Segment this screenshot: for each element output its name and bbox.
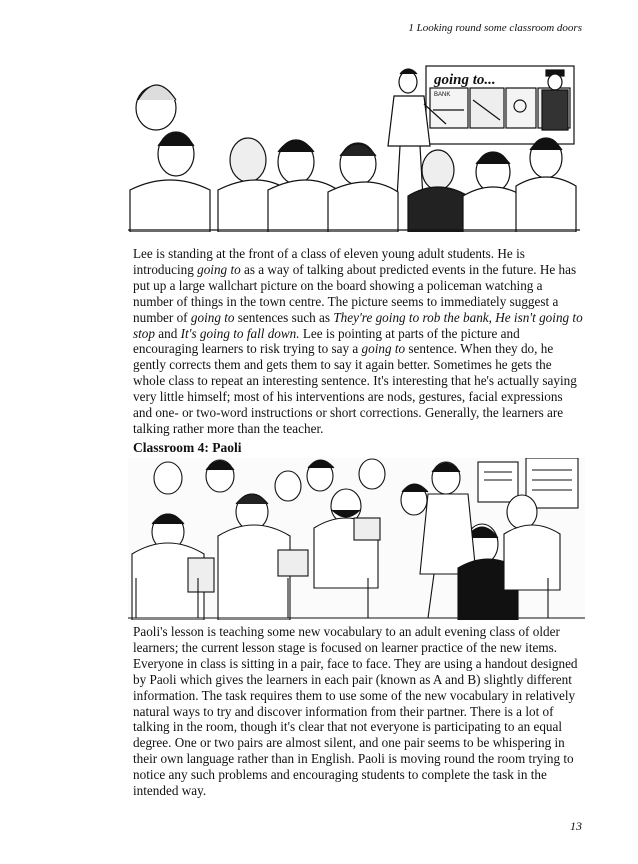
classroom-3-paragraph: Lee is standing at the front of a class of eleven young adult students. He is introducing going to as a way of talking about predicted events in the future. He has put up a large wallchart picture on the board showing a policeman watching a number of things in the town centre. The picture seems to immediately suggest a number of going to sentences such as They're going to rob the bank, He isn't going to stop and It's going to fall down. Lee is pointing at parts of the picture and encouraging learners to risk trying to say a going to sentence. When they do, he gently corrects them and gets them to say it again better. Sometimes he gets the whole class to repeat an interesting sentence. It's interesting that he's actually saying very little himself; most of his interventions are nods, gestures, facial expressions and one- or two-word instructions or short corrections. Generally, the learners are talking rather more than the teacher. <box>133 246 583 436</box>
page-number: 13 <box>570 819 582 833</box>
classroom-3-illustration <box>128 60 580 232</box>
classroom-4-illustration <box>128 458 585 620</box>
running-header: 1 Looking round some classroom doors <box>408 22 582 34</box>
wallchart-bank-sign: BANK <box>434 92 451 98</box>
wallchart-title: going to... <box>434 72 496 88</box>
section-title-classroom-4: Classroom 4: Paoli <box>133 440 242 455</box>
classroom-4-paragraph: Paoli's lesson is teaching some new vocabulary to an adult evening class of older learners; the current lesson stage is focused on learner practice of the new items. Everyone in class is sitting in a pair, face to face. They are using a handout designed by Paoli which gives the learners in each pair (known as A and B) slightly different information. The task requires them to use some of the new vocabulary in relatively natural ways to try and discover information from their partner. There is a lot of talking in the room, though it's clear that not everyone is participating to an equal degree. One or two pairs are almost silent, and one pair seems to be whispering in their own language rather than in English. Paoli is moving round the room trying to notice any such problems and encouraging students to complete the task in the intended way. <box>133 624 578 799</box>
students-bodies <box>130 177 576 232</box>
